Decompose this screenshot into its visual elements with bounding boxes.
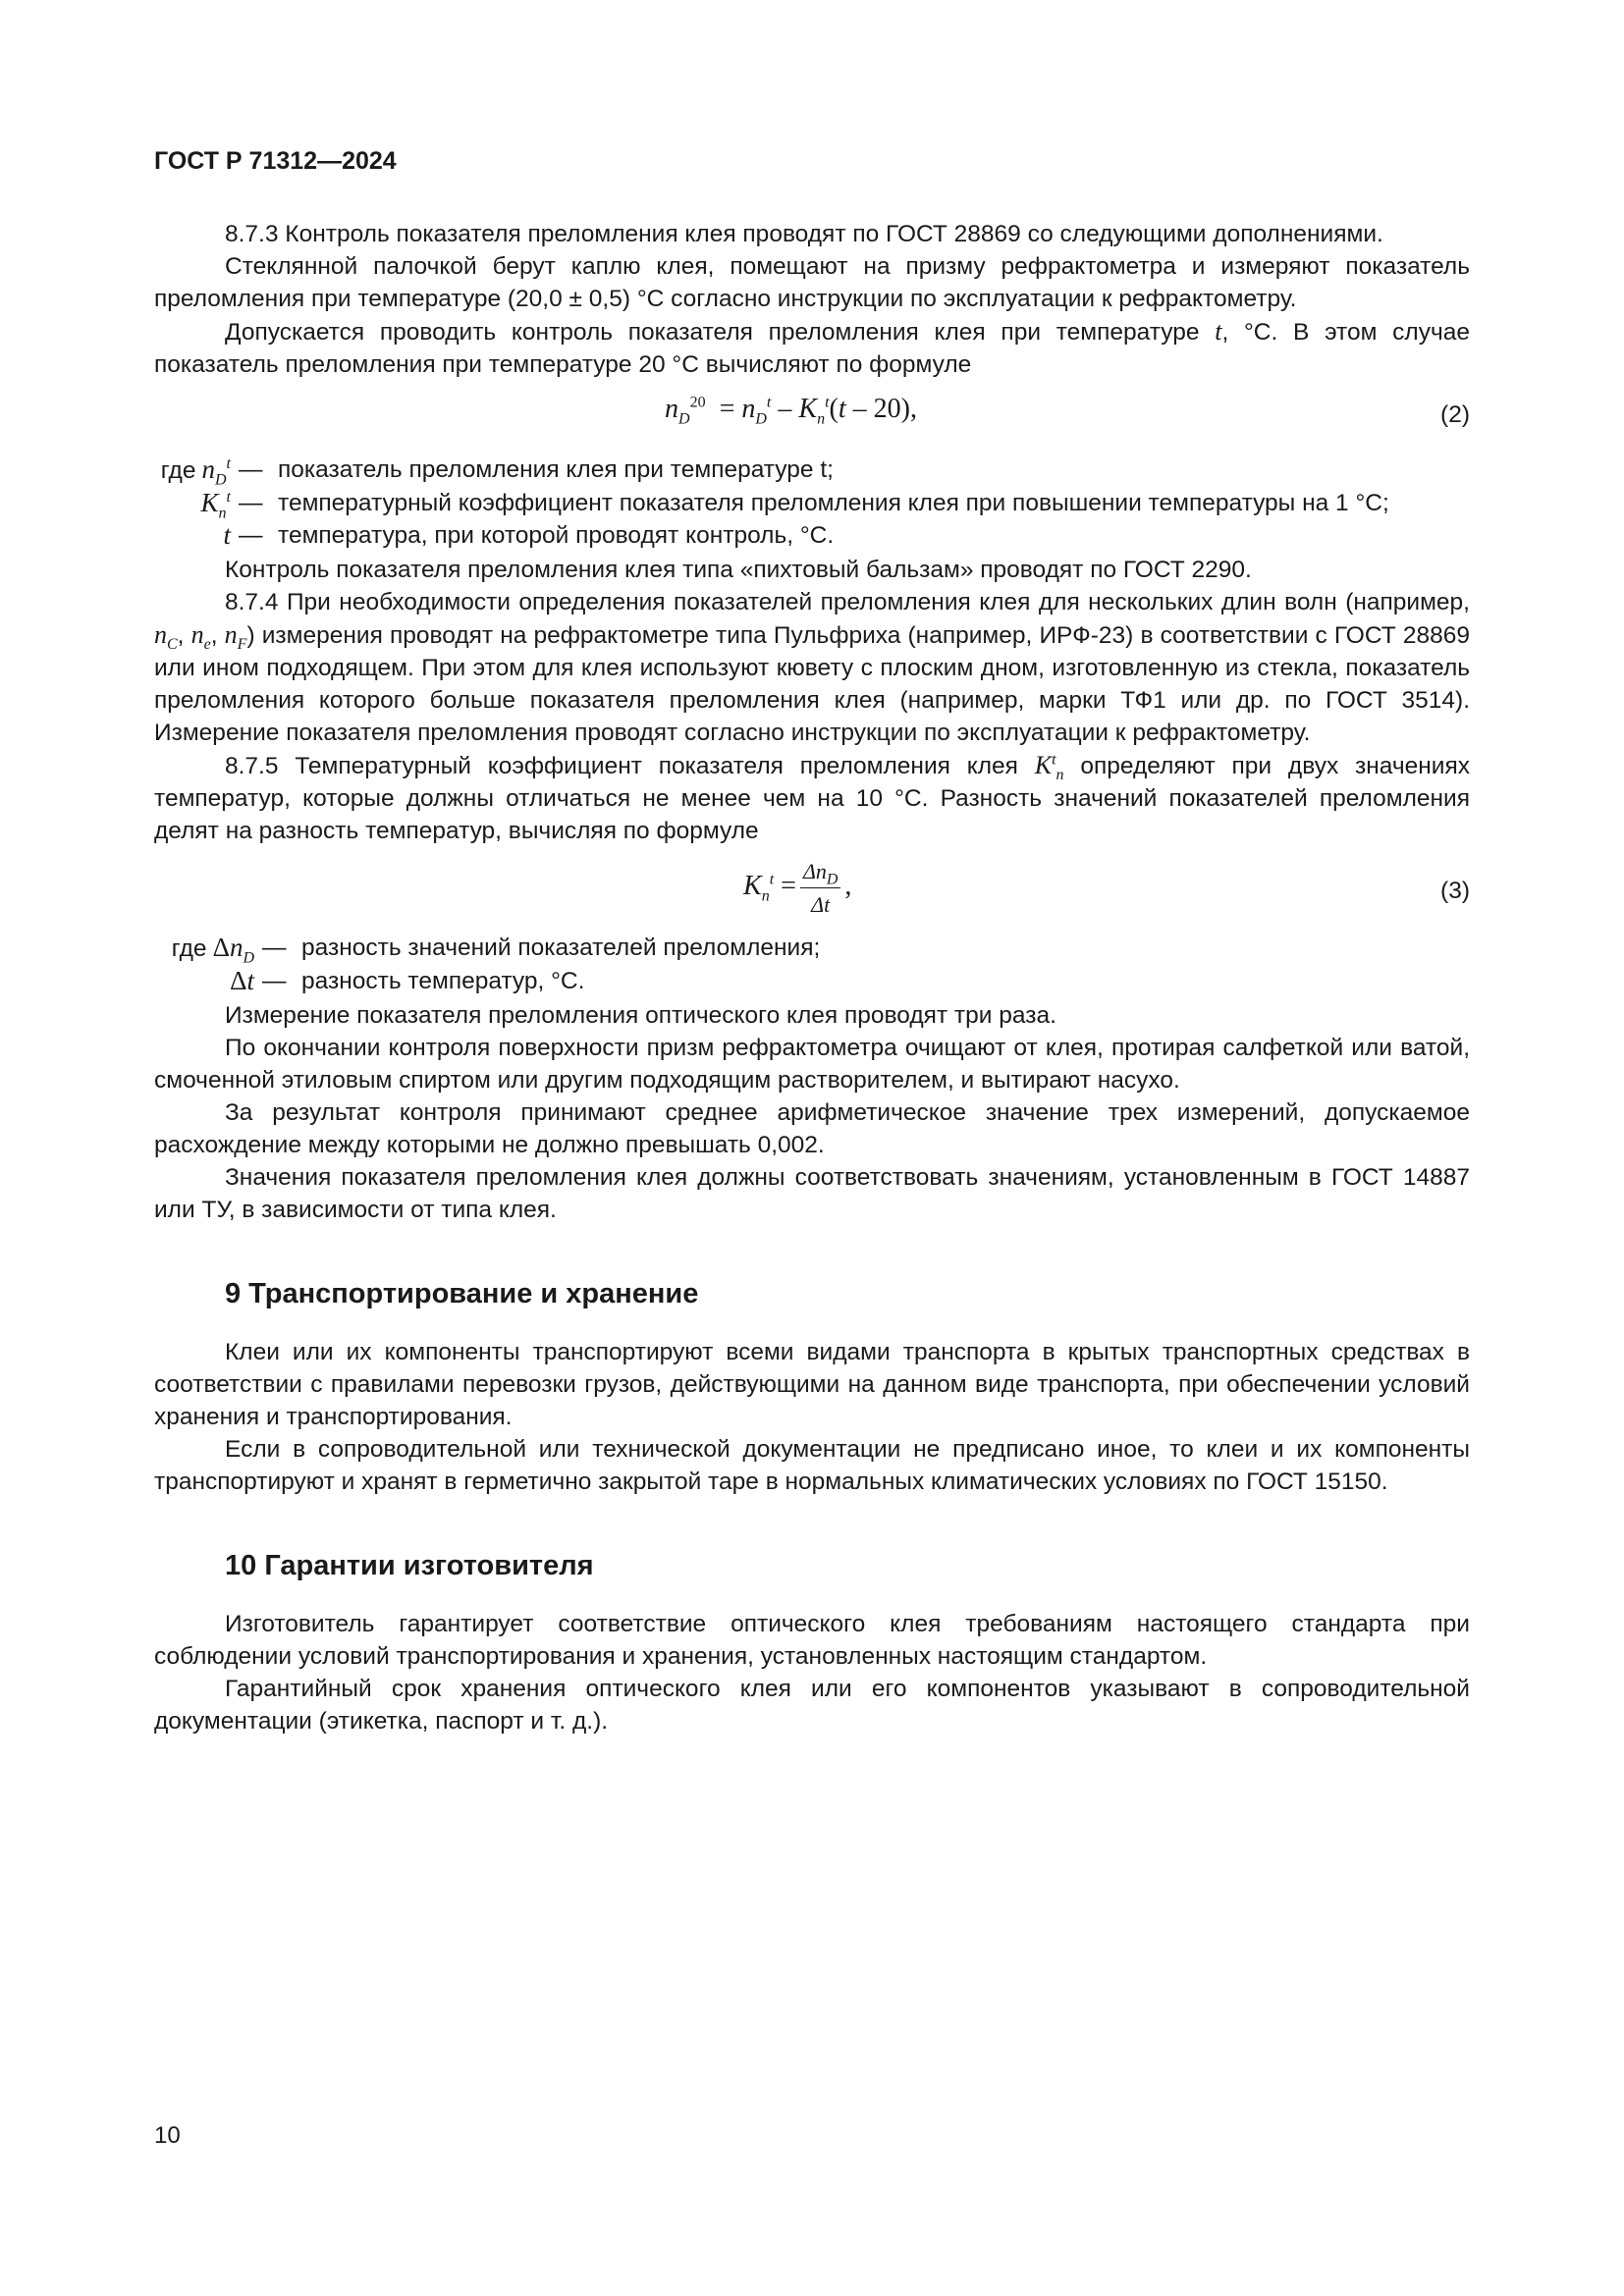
- where-desc-dt: разность температур, °С.: [301, 968, 585, 994]
- para-10-1: Изготовитель гарантирует соответствие оптического клея требованиям настоящего стандарта при соблюдении условий транспортирования и хранения, установленных настоящим стандартом.: [154, 1611, 1470, 1670]
- where-symbol-dnd: где $\Delta n_D$: [171, 933, 254, 967]
- para-875-4: За результат контроля принимают среднее арифметическое значение трех измерений, допускаемое расхождение между которыми не должно превышать 0,002.: [154, 1099, 1470, 1158]
- where-symbol-ktn: $K_n^t$: [200, 488, 231, 522]
- where-list-3: где $\Delta n_D$ — разность значений показателей преломления; Δt — разность температур, °С.: [154, 932, 1470, 997]
- para-875-1: 8.7.5 Температурный коэффициент показателя преломления клея $K^t_n$ определяют при двух значениях температур, которые должны отличаться не менее чем на 10 °С. Разность значений показателей преломления делят на разность температур, вычисляя по формуле: [154, 751, 1470, 844]
- para-873-2: Стеклянной палочкой берут каплю клея, помещают на призму рефрактометра и измеряют показатель преломления при температуре (20,0 ± 0,5) °С согласно инструкции по эксплуатации к рефрактометру.: [154, 253, 1470, 312]
- where-desc-ktn: температурный коэффициент показателя преломления клея при повышении температуры на 1 °С;: [278, 490, 1389, 516]
- where-list-2: где $n_D^t$ — показатель преломления клея при температуре t; $K_n^t$ — температурный коэффициент показателя преломления клея при повышении температуры на 1 °С; t — температура, при которой проводят контроль, °С.: [154, 454, 1470, 552]
- formula-3-number: (3): [1440, 878, 1470, 904]
- where-desc-t: температура, при которой проводят контроль, °С.: [278, 522, 835, 549]
- formula-3-expression: $K_n^t$ = $\frac{\Delta n_D}{\Delta t}$ ,: [743, 855, 851, 921]
- where-desc-ntd: показатель преломления клея при температуре t;: [278, 456, 834, 483]
- para-10-2: Гарантийный срок хранения оптического клея или его компонентов указывают в сопроводительной документации (этикетка, паспорт и т. д.).: [154, 1676, 1470, 1735]
- para-875-5: Значения показателя преломления клея должны соответствовать значениям, установленным в ГОСТ 14887 или ТУ, в зависимости от типа клея.: [154, 1164, 1470, 1223]
- where-desc-dnd: разность значений показателей преломления;: [301, 934, 821, 961]
- para-873-4: Контроль показателя преломления клея типа «пихтовый бальзам» проводят по ГОСТ 2290.: [225, 557, 1252, 583]
- formula-2-expression: $n_D^{20} = n_D^t - K_n^t(t - 20)$,: [665, 394, 917, 428]
- document-header: ГОСТ Р 71312—2024: [154, 147, 397, 175]
- para-873-1: 8.7.3 Контроль показателя преломления клея проводят по ГОСТ 28869 со следующими дополнениями.: [225, 221, 1383, 247]
- para-873-3: Допускается проводить контроль показателя преломления клея при температуре t, °С. В этом случае показатель преломления при температуре 20 °С вычисляют по формуле: [154, 317, 1470, 378]
- formula-2: [154, 385, 1470, 448]
- para-875-3: По окончании контроля поверхности призм рефрактометра очищают от клея, протирая салфеткой или ватой, смоченной этиловым спиртом или другим подходящим растворителем, и вытирают насухо.: [154, 1035, 1470, 1094]
- document-body: [154, 218, 1470, 1737]
- section-9-heading: 9 Транспортирование и хранение: [225, 1278, 699, 1309]
- formula-2-number: (2): [1440, 401, 1470, 428]
- formula-3: [154, 851, 1470, 926]
- para-874-1: 8.7.4 При необходимости определения показателей преломления клея для нескольких длин волн (например, $n_C$, $n_e$, $n_F$) измерения проводят на рефрактометре типа Пульфриха (например, ИРФ-23) в соответствии с ГОСТ 28869 или ином подходящем. При этом для клея используют кювету с плоским дном, изготовленную из стекла, показатель преломления которого больше показателя преломления клея (например, марки ТФ1 или др. по ГОСТ 3514). Измерение показателя преломления проводят согласно инструкции по эксплуатации к рефрактометру.: [154, 589, 1470, 746]
- para-9-1: Клеи или их компоненты транспортируют всеми видами транспорта в крытых транспортных средствах в соответствии с правилами перевозки грузов, действующими на данном виде транспорта, при обеспечении условий хранения и транспортирования.: [154, 1339, 1470, 1430]
- page-number: 10: [154, 2122, 181, 2149]
- where-symbol-t: t: [223, 520, 231, 550]
- para-875-2: Измерение показателя преломления оптического клея проводят три раза.: [225, 1002, 1056, 1029]
- section-10-heading: 10 Гарантии изготовителя: [225, 1550, 594, 1581]
- para-9-2: Если в сопроводительной или технической документации не предписано иное, то клеи и их компоненты транспортируют и хранят в герметично закрытой таре в нормальных климатических условиях по ГОСТ 15150.: [154, 1436, 1470, 1495]
- where-symbol-dt: Δt: [230, 966, 254, 995]
- where-symbol-ntd: где $n_D^t$: [160, 454, 231, 489]
